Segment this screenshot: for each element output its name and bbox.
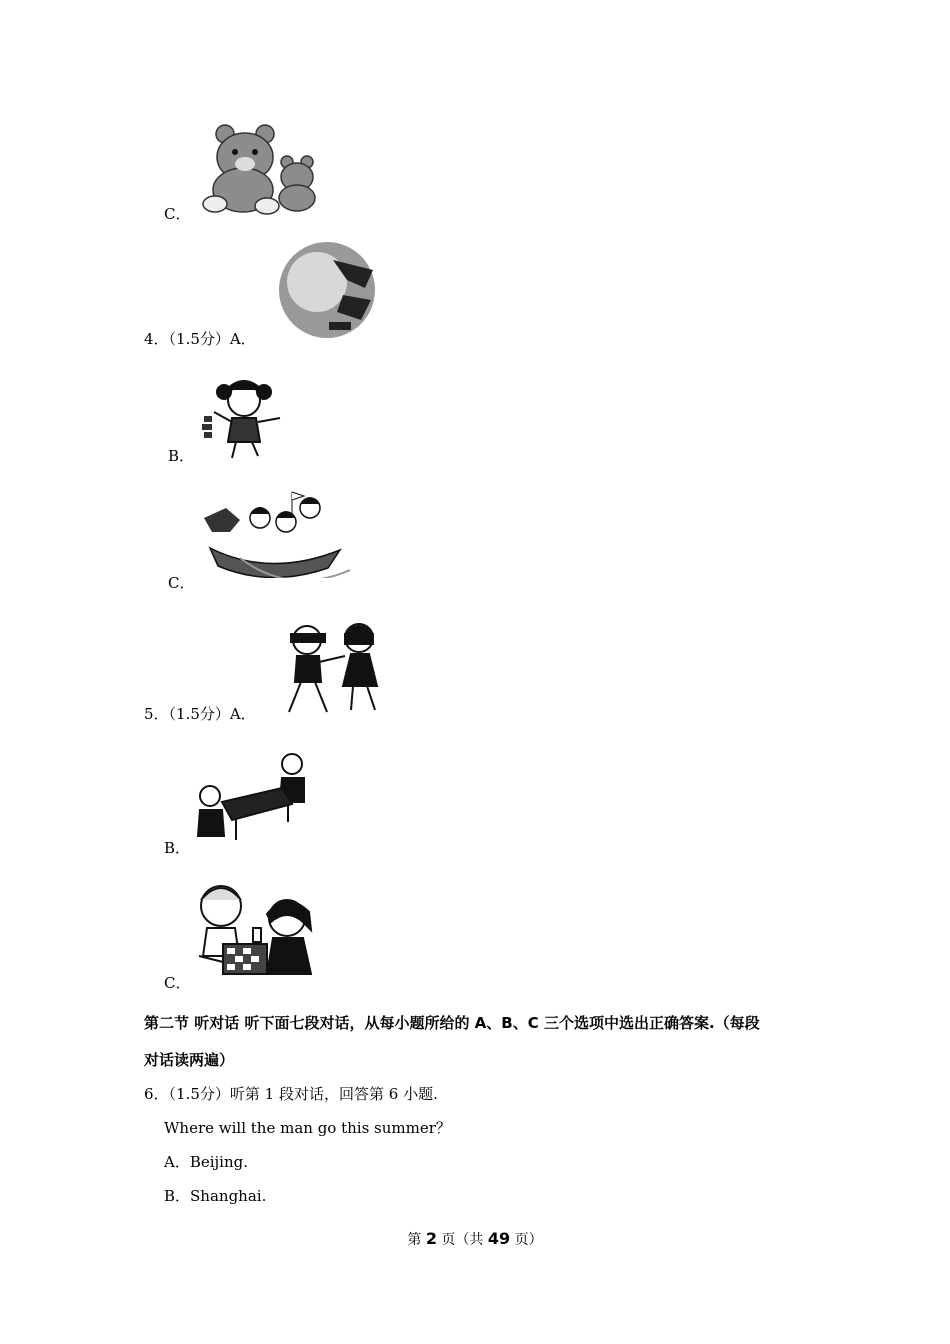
q4-score: （1.5分） (168, 330, 230, 348)
q5-number: 5．（1.5分）A． (144, 705, 256, 723)
q4-number: 4．（1.5分）A． (144, 330, 256, 348)
mooncake-festival-image (273, 240, 381, 340)
girl-with-firecrackers-image (196, 372, 296, 462)
children-playing-chess-image (196, 752, 308, 848)
q6-header (144, 1084, 438, 1104)
q6-instruction: 听第 1 段对话，回答第 6 小题. (229, 1085, 438, 1103)
q6-question: Where will the man go this summer？ (164, 1119, 451, 1137)
page-footer: 第 2 页（共 49 页） (407, 1229, 543, 1248)
q4-option-c-label: C． (168, 574, 195, 592)
section-heading-line2: 对话读两遍） (144, 1051, 235, 1069)
blindfold-game-image (275, 620, 390, 718)
q4-option-a-label: A． (229, 330, 256, 348)
boy-and-girl-playing-chess-image (193, 882, 323, 982)
q5-score: （1.5分） (168, 705, 230, 723)
q5-option-b-label: B． (164, 839, 191, 857)
q6-score: （1.5分） (168, 1085, 230, 1103)
q3-option-c-label: C． (164, 205, 191, 223)
q4-option-b-label: B． (168, 447, 195, 465)
q6-option-a: A．Beijing. (164, 1153, 249, 1171)
q5-option-c-label: C． (164, 974, 191, 992)
q6-number: 6． (144, 1085, 169, 1103)
q5-option-a-label: A． (229, 705, 256, 723)
q6-option-b: B．Shanghai. (164, 1187, 267, 1205)
dragon-boat-image (200, 488, 350, 578)
teddy-bears-image (195, 122, 330, 217)
section-heading-line1: 第二节 听对话 听下面七段对话，从每小题所给的 A、B、C 三个选项中选出正确答案.（每段 (144, 1014, 760, 1032)
page-total: 49 (487, 1229, 511, 1248)
page-number: 2 (425, 1229, 437, 1248)
